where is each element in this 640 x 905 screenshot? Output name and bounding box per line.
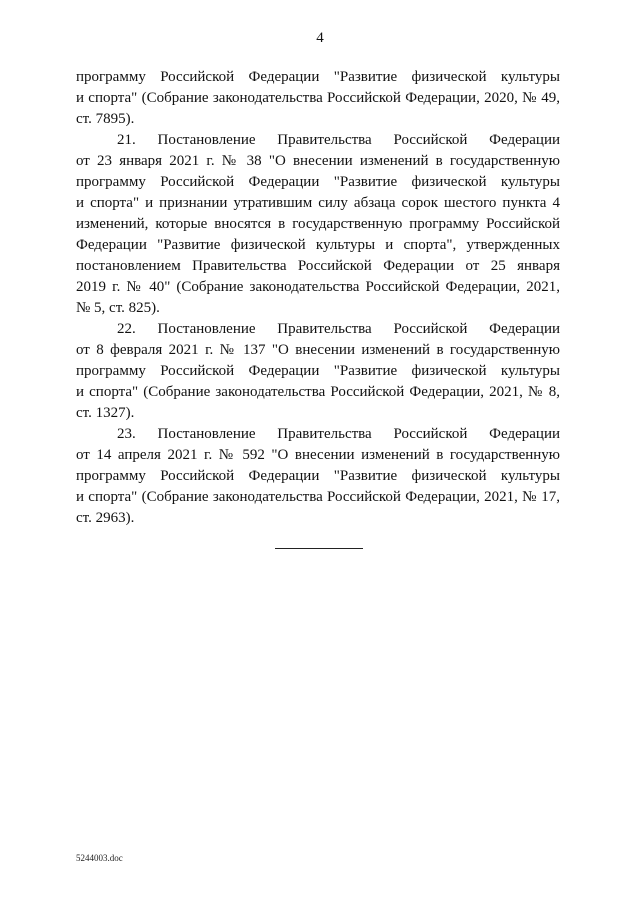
- text-line: от 14 апреля 2021 г. № 592 "О внесении изменений в государственную: [76, 447, 560, 463]
- text-line: ст. 1327).: [76, 405, 135, 421]
- text-line: 2019 г. № 40" (Собрание законодательства Российской Федерации, 2021,: [76, 279, 560, 295]
- text-line: изменений, которые вносятся в государственную программу Российской: [76, 216, 560, 232]
- text-line: и спорта" (Собрание законодательства Российской Федерации, 2020, № 49,: [76, 90, 560, 106]
- text-line: от 23 января 2021 г. № 38 "О внесении изменений в государственную: [76, 153, 560, 169]
- text-line: и спорта" (Собрание законодательства Российской Федерации, 2021, № 8,: [76, 384, 560, 400]
- text-line: программу Российской Федерации "Развитие физической культуры: [76, 363, 560, 379]
- text-line: Федерации "Развитие физической культуры и спорта", утвержденных: [76, 237, 560, 253]
- text-line: программу Российской Федерации "Развитие физической культуры: [76, 174, 560, 190]
- text-line: № 5, ст. 825).: [76, 300, 160, 316]
- item-21-heading: 21. Постановление Правительства Российской Федерации: [117, 132, 560, 148]
- text-line: программу Российской Федерации "Развитие физической культуры: [76, 468, 560, 484]
- text-line: и спорта" (Собрание законодательства Российской Федерации, 2021, № 17,: [76, 489, 560, 505]
- document-body: [76, 67, 560, 529]
- item-23-heading: 23. Постановление Правительства Российской Федерации: [117, 426, 560, 442]
- item-22-heading: 22. Постановление Правительства Российской Федерации: [117, 321, 560, 337]
- text-line: от 8 февраля 2021 г. № 137 "О внесении изменений в государственную: [76, 342, 560, 358]
- end-of-document-rule: [275, 548, 363, 549]
- text-line: программу Российской Федерации "Развитие физической культуры: [76, 69, 560, 85]
- text-line: и спорта" и признании утратившим силу абзаца сорок шестого пункта 4: [76, 195, 560, 211]
- text-line: ст. 7895).: [76, 111, 135, 127]
- text-line: постановлением Правительства Российской Федерации от 25 января: [76, 258, 560, 274]
- file-name-footer: 5244003.doc: [76, 853, 123, 863]
- text-line: ст. 2963).: [76, 510, 135, 526]
- page-number: 4: [316, 30, 324, 46]
